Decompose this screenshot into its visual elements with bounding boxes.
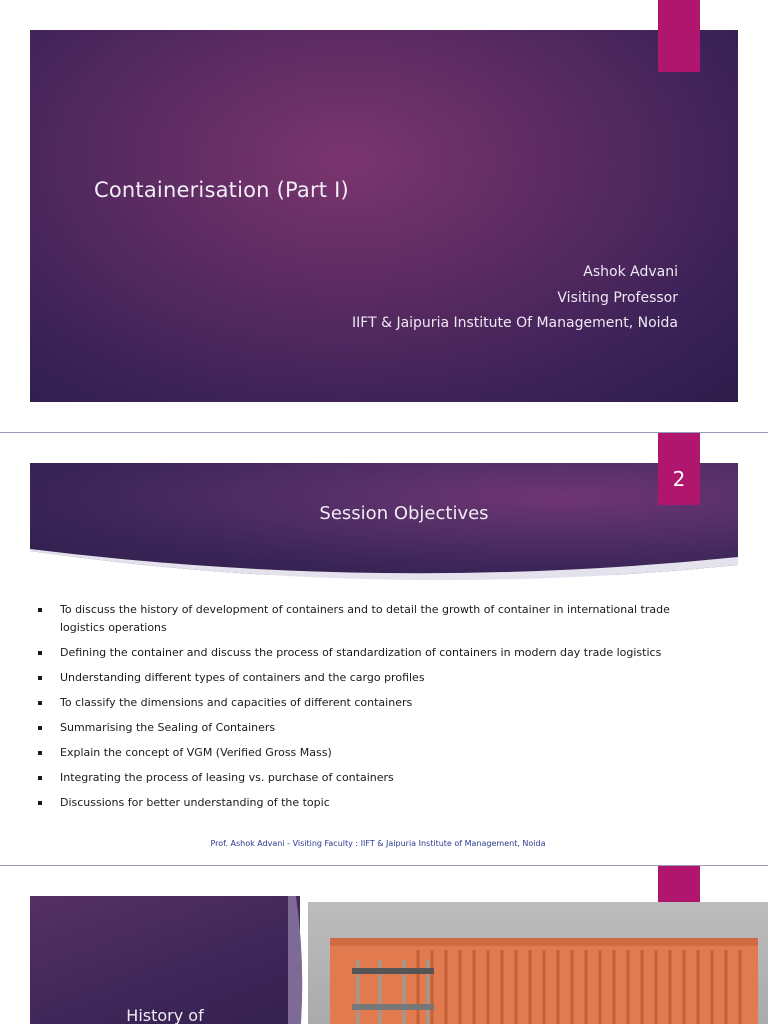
slide-number: 2 bbox=[672, 467, 686, 491]
bullet-icon bbox=[38, 801, 42, 805]
slide-3 bbox=[0, 866, 768, 1024]
accent-tab bbox=[658, 866, 700, 902]
slide-footer: Prof. Ashok Advani - Visiting Faculty : IIFT & Jaipuria Institute of Management, Noida bbox=[210, 839, 546, 848]
bullet-icon bbox=[38, 776, 42, 780]
bullet-icon bbox=[38, 608, 42, 612]
author-name: Ashok Advani bbox=[583, 264, 678, 280]
presentation-title: Containerisation (Part I) bbox=[94, 178, 349, 202]
list-item: To discuss the history of development of containers and to detail the growth of container in international trade logistics operations bbox=[38, 601, 698, 637]
bullet-icon bbox=[38, 751, 42, 755]
bullet-icon bbox=[38, 726, 42, 730]
slide-heading: Session Objectives bbox=[319, 503, 489, 524]
objectives-list bbox=[38, 601, 698, 819]
author-role: Visiting Professor bbox=[557, 290, 678, 306]
bullet-icon bbox=[38, 701, 42, 705]
slide-heading: History of bbox=[126, 1006, 204, 1024]
author-institute: IIFT & Jaipuria Institute Of Management, Noida bbox=[352, 315, 678, 331]
list-item: Discussions for better understanding of the topic bbox=[38, 794, 698, 812]
shipping-container-photo bbox=[308, 902, 768, 1024]
slide-1 bbox=[0, 0, 768, 432]
title-panel bbox=[30, 896, 300, 1024]
panel-edge bbox=[288, 896, 308, 1024]
list-item: Summarising the Sealing of Containers bbox=[38, 719, 698, 737]
list-item: Integrating the process of leasing vs. purchase of containers bbox=[38, 769, 698, 787]
title-panel bbox=[30, 30, 738, 402]
slide-2 bbox=[0, 433, 768, 865]
accent-tab bbox=[658, 0, 700, 72]
list-item: To classify the dimensions and capacities of different containers bbox=[38, 694, 698, 712]
list-item: Defining the container and discuss the process of standardization of containers in modern day trade logistics bbox=[38, 644, 698, 662]
header-wave bbox=[30, 523, 738, 583]
bullet-icon bbox=[38, 651, 42, 655]
list-item: Understanding different types of containers and the cargo profiles bbox=[38, 669, 698, 687]
bullet-icon bbox=[38, 676, 42, 680]
list-item: Explain the concept of VGM (Verified Gross Mass) bbox=[38, 744, 698, 762]
shipping-container-image bbox=[308, 902, 768, 1024]
